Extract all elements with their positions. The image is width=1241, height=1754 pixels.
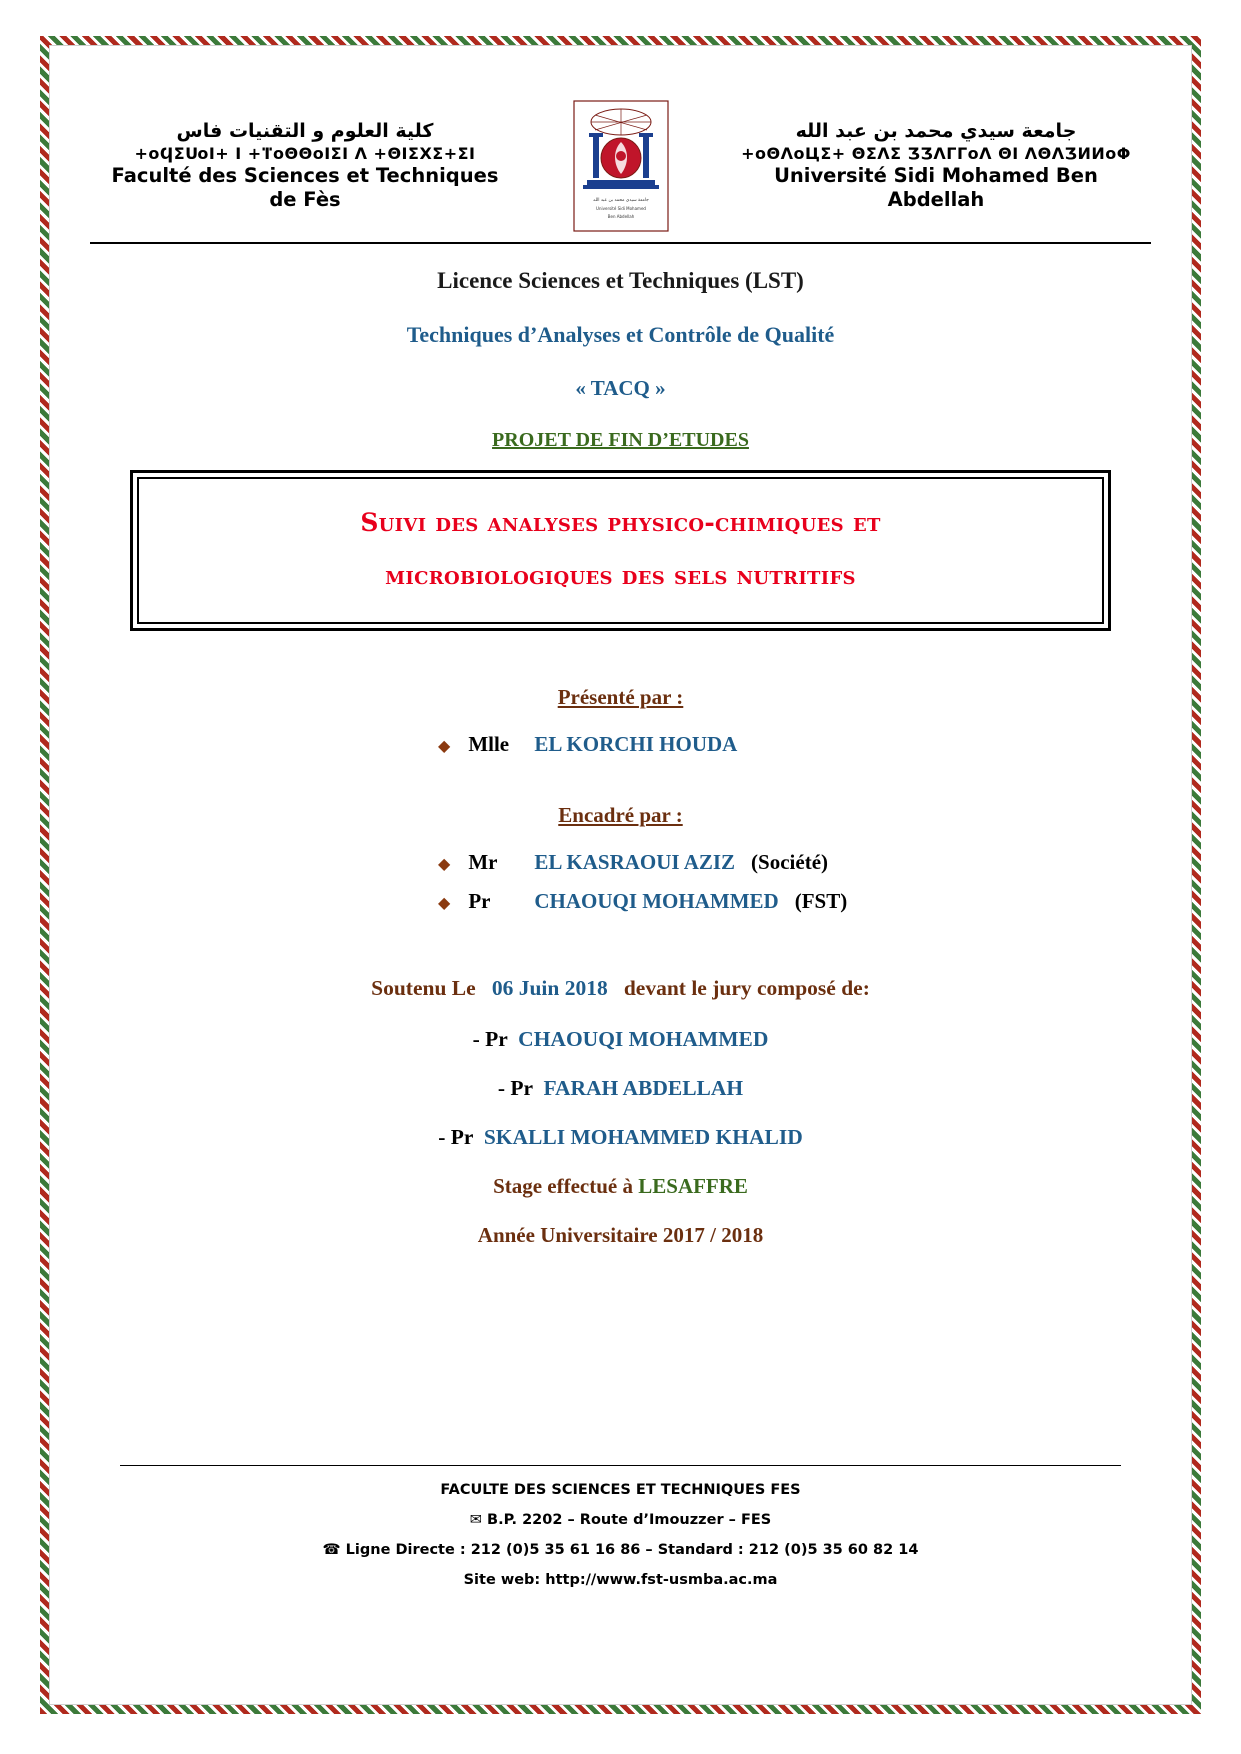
internship-company: LESAFFRE xyxy=(638,1174,748,1198)
list-item xyxy=(70,850,1171,875)
degree-line: Licence Sciences et Techniques (LST) xyxy=(437,268,804,293)
main-title-box xyxy=(130,470,1111,631)
jury-name: FARAH ABDELLAH xyxy=(543,1076,744,1100)
mail-icon: ✉ xyxy=(469,1512,482,1528)
document-footer xyxy=(120,1465,1121,1602)
main-title-line-2: microbiologiques des sels nutritifs xyxy=(385,560,856,590)
jury-title: - Pr xyxy=(438,1125,474,1149)
diamond-bullet-icon: ◆ xyxy=(438,895,451,912)
jury-title: - Pr xyxy=(472,1027,508,1051)
internship-label: Stage effectué à xyxy=(493,1174,633,1198)
cover-page-content xyxy=(70,62,1171,1688)
footer-phone-row xyxy=(120,1542,1121,1558)
jury-list xyxy=(70,1027,1171,1150)
person-title: Mr xyxy=(468,850,498,874)
defense-prefix: Soutenu Le xyxy=(371,976,476,1000)
university-name-french: Université Sidi Mohamed Ben Abdellah xyxy=(774,163,1098,211)
diamond-bullet-icon: ◆ xyxy=(438,856,451,873)
internship-line xyxy=(70,1174,1171,1199)
telephone-icon: ☎ xyxy=(322,1542,341,1558)
faculty-identity xyxy=(95,120,515,213)
svg-text:Université Sidi Mohamed: Université Sidi Mohamed xyxy=(595,206,646,211)
main-title-box-inner xyxy=(137,477,1104,624)
presented-by-label: Présenté par : xyxy=(557,685,684,709)
faculty-name-arabic: كلية العلوم و التقنيات فاس xyxy=(176,119,434,142)
person-name: EL KORCHI HOUDA xyxy=(534,732,738,756)
svg-text:Ben Abdellah: Ben Abdellah xyxy=(607,214,634,219)
diamond-bullet-icon: ◆ xyxy=(438,738,451,755)
person-name: CHAOUQI MOHAMMED xyxy=(534,889,779,913)
university-identity xyxy=(726,120,1146,213)
university-name-arabic: جامعة سيدي محمد بن عبد الله xyxy=(795,119,1077,142)
supervised-by-label: Encadré par : xyxy=(558,803,683,827)
person-title: Mlle xyxy=(468,732,510,756)
footer-institution: FACULTE DES SCIENCES ET TECHNIQUES FES xyxy=(440,1482,801,1498)
header-divider xyxy=(90,242,1151,244)
faculty-name-tifinagh: +oϤƩՍoI+ I +ⴶoΘΘoΙƩΙ Λ +ΘΙƩΧƩ+ƩΙ xyxy=(134,143,476,163)
university-seal-icon xyxy=(573,100,669,232)
list-item xyxy=(70,889,1171,914)
academic-year: Année Universitaire 2017 / 2018 xyxy=(477,1223,764,1247)
footer-website[interactable]: Site web: http://www.fst-usmba.ac.ma xyxy=(463,1572,778,1588)
document-header xyxy=(70,62,1171,238)
defense-date: 06 Juin 2018 xyxy=(491,976,608,1000)
list-item xyxy=(70,1125,1171,1150)
list-item xyxy=(70,1076,1171,1101)
person-title: Pr xyxy=(468,889,491,913)
person-affiliation: (FST) xyxy=(794,889,848,913)
jury-title: - Pr xyxy=(497,1076,533,1100)
defense-suffix: devant le jury composé de: xyxy=(623,976,870,1000)
list-item xyxy=(70,1027,1171,1052)
supervised-by-list xyxy=(70,850,1171,914)
svg-text:جامعة سيدي محمد بن عبد الله: جامعة سيدي محمد بن عبد الله xyxy=(592,198,649,203)
main-title-line-1: Suivi des analyses physico-chimiques et xyxy=(360,508,881,537)
program-line: Techniques d’Analyses et Contrôle de Qualité xyxy=(406,322,835,347)
person-affiliation: (Société) xyxy=(751,850,829,874)
footer-divider xyxy=(120,1465,1121,1466)
person-name: EL KASRAOUI AZIZ xyxy=(534,850,736,874)
jury-name: SKALLI MOHAMMED KHALID xyxy=(483,1125,803,1149)
footer-address-row xyxy=(120,1512,1121,1528)
footer-phones: Ligne Directe : 212 (0)5 35 61 16 86 – Standard : 212 (0)5 35 60 82 14 xyxy=(345,1542,919,1558)
presented-by-list xyxy=(70,732,1171,757)
defense-line xyxy=(70,976,1171,1001)
university-name-tifinagh: +oΘΛoЦƩ+ ΘƩΛƩ ƷƷΛΓΓoΛ ΘΙ ΛΘΛƷИИoΦ xyxy=(741,143,1131,163)
document-type: PROJET DE FIN D’ETUDES xyxy=(492,429,749,451)
list-item xyxy=(70,732,1171,757)
program-abbreviation: « TACQ » xyxy=(575,376,666,400)
faculty-name-french: Faculté des Sciences et Techniques de Fès xyxy=(111,163,499,211)
footer-address: B.P. 2202 – Route d’Imouzzer – FES xyxy=(487,1512,772,1528)
jury-name: CHAOUQI MOHAMMED xyxy=(518,1027,769,1051)
